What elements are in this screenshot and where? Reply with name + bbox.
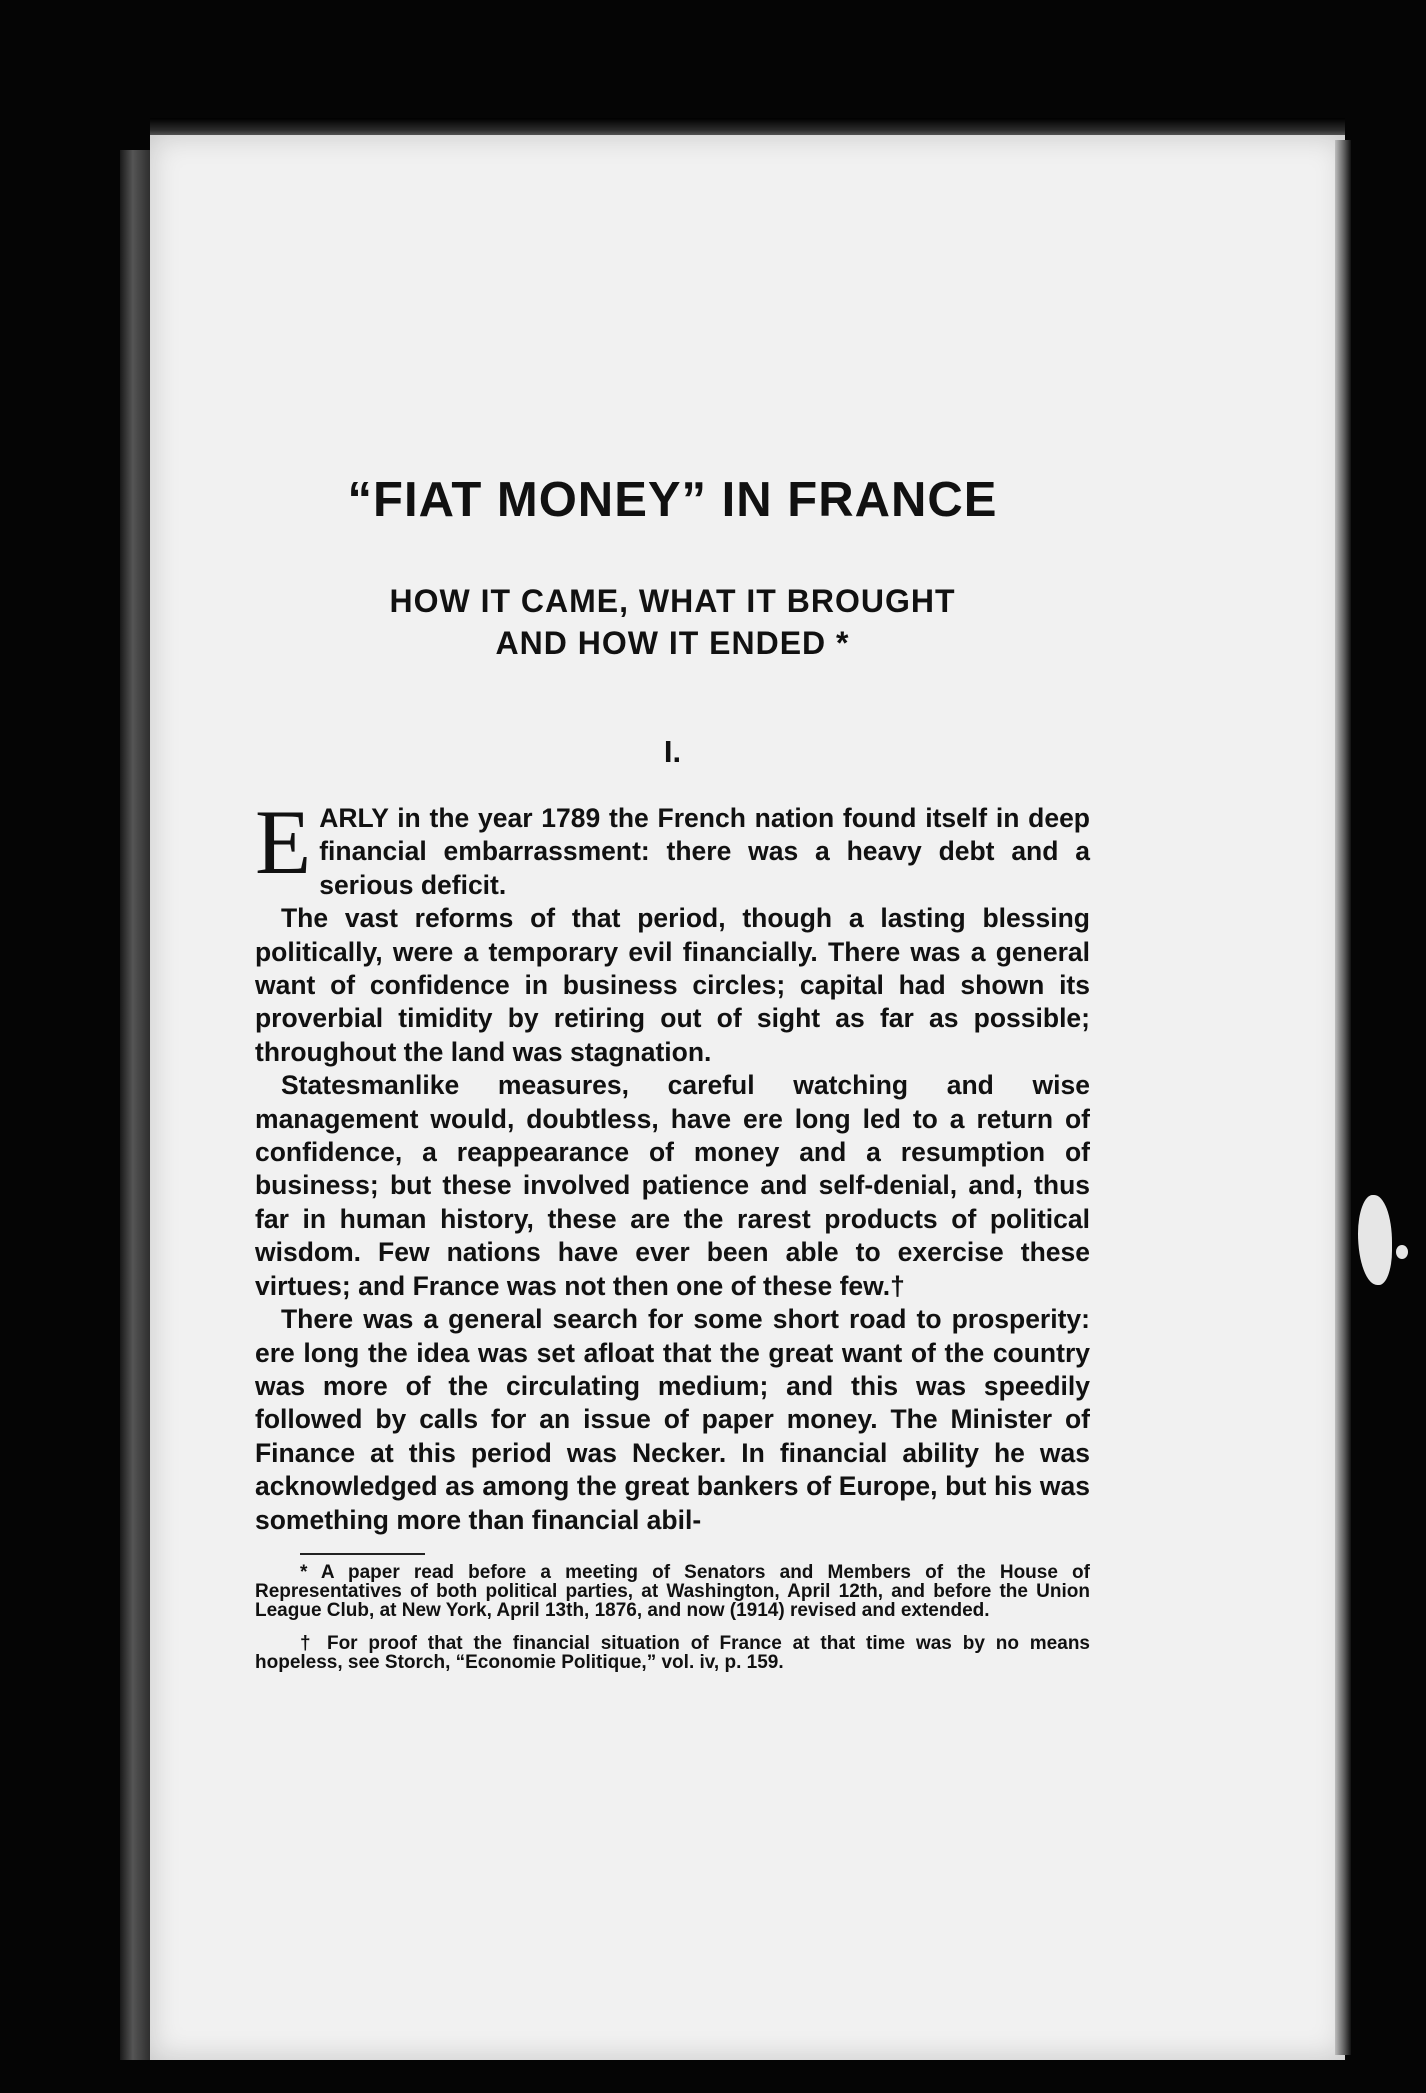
paragraph-2: The vast reforms of that period, though a lasting blessing politically, were a temporary evil financially. There was a general want of confidence in business circles; capital had shown its proverbial timidity by retiring out of sight as far as possible; throughout the land was stagnation. [255, 903, 1090, 1067]
paragraph-3: Statesmanlike measures, careful watching and wise management would, doubtless, have ere long led to a return of confidence, a reappearance of money and a resumption of business; but these involved patience and self-denial, and, thus far in human history, these are the rarest products of political wisdom. Few nations have ever been able to exercise these virtues; and France was not then one of these few.† [255, 1070, 1090, 1301]
drop-cap: E [255, 791, 312, 893]
subtitle-line-1: HOW IT CAME, WHAT IT BROUGHT [389, 583, 956, 619]
section-numeral: I. [663, 734, 682, 769]
footnote-asterisk: * A paper read before a meeting of Senators and Members of the House of Representatives of both political parties, at Washington, April 12th, and before the Union League Club, at New York, April 13th, 1876, and now (1914) revised and extended. [255, 1561, 1090, 1621]
body-text [255, 791, 1090, 1537]
page-content [255, 470, 1090, 1672]
paragraph-1-text: ARLY in the year 1789 the French nation found itself in deep financial embarrassment: there was a heavy debt and a serious deficit. [319, 803, 1090, 900]
footnote-dagger: † For proof that the financial situation of France at that time was by no means hopeless, see Storch, “Economie Politique,” vol. iv, p. 159. [255, 1632, 1090, 1673]
paragraph-4: There was a general search for some short road to prosperity: ere long the idea was set afloat that the great want of the country was more of the circulating medium; and this was speedily followed by calls for an issue of paper money. The Minister of Finance at this period was Necker. In financial ability he was acknowledged as among the great bankers of Europe, but his was something more than financial abil- [255, 1304, 1090, 1535]
margin-stain-dot [1396, 1245, 1408, 1259]
page-title: “FIAT MONEY” IN FRANCE [347, 473, 998, 527]
subtitle-line-2: AND HOW IT ENDED * [495, 625, 850, 661]
footnote-divider [300, 1553, 425, 1555]
page-right-edge [1335, 140, 1351, 2055]
page-subtitle [255, 580, 1090, 664]
book-spine [120, 150, 152, 2060]
margin-stain [1358, 1195, 1392, 1285]
paragraph-1 [255, 791, 1090, 902]
